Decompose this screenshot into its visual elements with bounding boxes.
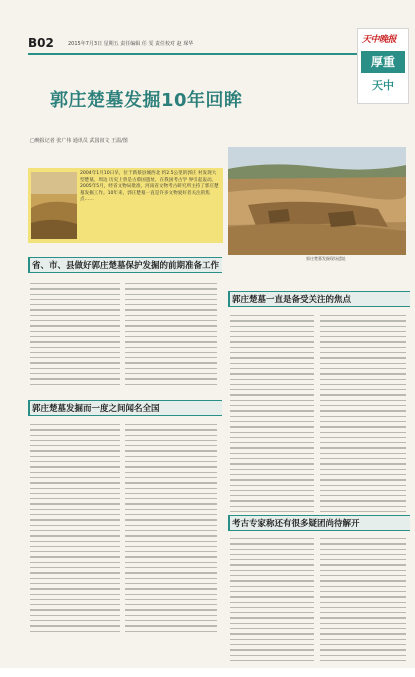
section-heading-1 [28,257,222,273]
body-text-right-b [320,315,406,522]
lede-text: 2004年1月10日早，位于新蔡县城西北 约2.5公里的郭庄 村发现大型楚墓，周边 历史上曾是古蔡国遗址，在我国考古学 界引起轰动。2005年5月，经省文物局批准，河南省文物考古研究所主持了郭庄楚墓发掘工作。10年来，郭庄楚墓一直是许多文物爱好者关注的焦点…… [80,171,219,203]
section-heading-1-text: 省、市、县做好郭庄楚墓保护发掘的前期准备工作 [32,261,220,271]
brand-box [357,28,409,104]
column-title-1: 厚重 [361,51,405,73]
header-rule [28,53,358,55]
headline: 郭庄楚墓发掘10年回眸 [50,90,243,111]
lede-inset-image [31,172,77,239]
section-heading-2 [28,400,222,416]
body-text-right-d [320,538,406,665]
section-heading-3-text: 郭庄楚墓一直是备受关注的焦点 [232,295,352,305]
body-text-left-c [30,424,120,636]
section-heading-4-text: 考古专家称还有很多疑团尚待解开 [232,519,360,529]
body-text-right-a [230,315,314,522]
section-heading-2-text: 郭庄楚墓发掘而一度之间闻名全国 [32,404,160,414]
section-heading-1-bar [28,258,30,272]
section-heading-4-bar [228,516,230,530]
brand-top [358,29,408,45]
bottom-margin [0,668,415,677]
section-heading-4 [228,515,410,531]
body-text-left-d [125,424,217,636]
header-meta: 2015年7月3日 星期五 责任编辑 任 雯 责任校对 赵 琛华 [68,41,194,47]
body-text-left-b [125,283,217,389]
excavation-photo [228,147,406,255]
section-heading-3-bar [228,292,230,306]
section-heading-2-bar [28,401,30,415]
byline: □晚报记者 张广伟 通讯员 武国叔文 王温/图 [30,138,128,144]
page-number: B02 [28,36,54,50]
body-text-right-c [230,538,314,665]
column-title-2: 天中 [372,79,394,92]
brand-logo: 天中晚报 [362,35,397,45]
body-text-left-a [30,283,120,389]
photo-caption: 郭庄楚墓发掘现场遗址 [306,256,346,261]
section-heading-3 [228,291,410,307]
